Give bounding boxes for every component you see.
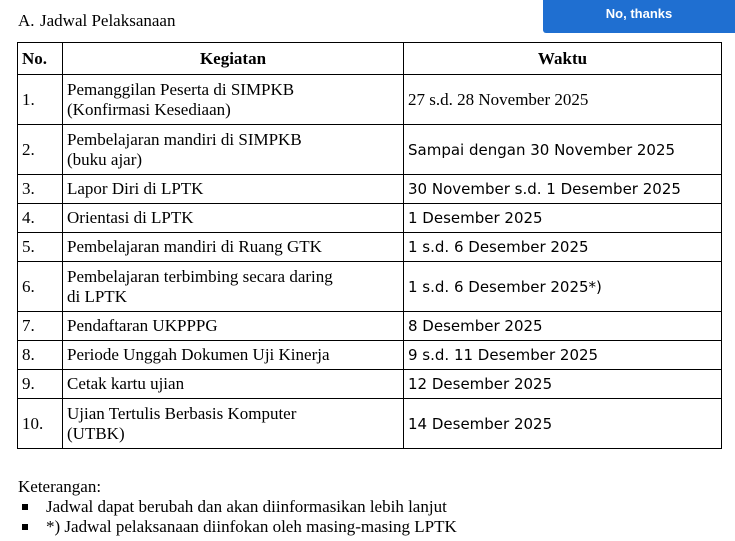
table-row — [18, 75, 722, 125]
kegiatan-line: Pendaftaran UKPPPG — [67, 316, 218, 335]
row-waktu: 1 Desember 2025 — [404, 204, 722, 233]
row-kegiatan — [63, 175, 404, 204]
table-row — [18, 233, 722, 262]
row-waktu: Sampai dengan 30 November 2025 — [404, 125, 722, 175]
row-kegiatan — [63, 341, 404, 370]
bullet-icon — [22, 504, 28, 510]
row-kegiatan — [63, 399, 404, 449]
schedule-table — [17, 42, 722, 449]
row-kegiatan — [63, 262, 404, 312]
table-row — [18, 370, 722, 399]
row-kegiatan — [63, 312, 404, 341]
row-waktu: 30 November s.d. 1 Desember 2025 — [404, 175, 722, 204]
table-row — [18, 125, 722, 175]
kegiatan-line: Lapor Diri di LPTK — [67, 179, 204, 198]
table-row — [18, 399, 722, 449]
row-number: 1. — [18, 75, 63, 125]
row-kegiatan — [63, 125, 404, 175]
section-letter: A. — [18, 11, 35, 30]
kegiatan-line: (Konfirmasi Kesediaan) — [67, 99, 231, 119]
kegiatan-line: di LPTK — [67, 286, 127, 306]
kegiatan-line: Periode Unggah Dokumen Uji Kinerja — [67, 345, 330, 364]
row-waktu: 1 s.d. 6 Desember 2025 — [404, 233, 722, 262]
header-kegiatan: Kegiatan — [63, 43, 404, 75]
row-number: 9. — [18, 370, 63, 399]
table-row — [18, 262, 722, 312]
kegiatan-line: Orientasi di LPTK — [67, 208, 194, 227]
row-number: 7. — [18, 312, 63, 341]
schedule-body — [18, 75, 722, 449]
row-waktu: 8 Desember 2025 — [404, 312, 722, 341]
kegiatan-line: Pemanggilan Peserta di SIMPKB — [67, 79, 295, 99]
table-row — [18, 312, 722, 341]
kegiatan-line: (buku ajar) — [67, 149, 143, 169]
row-number: 2. — [18, 125, 63, 175]
row-number: 3. — [18, 175, 63, 204]
bullet-icon — [22, 524, 28, 530]
notes-list — [18, 497, 457, 537]
row-kegiatan — [63, 233, 404, 262]
row-number: 5. — [18, 233, 63, 262]
row-number: 8. — [18, 341, 63, 370]
row-number: 10. — [18, 399, 63, 449]
section-title: Jadwal Pelaksanaan — [40, 11, 176, 30]
row-waktu: 1 s.d. 6 Desember 2025*) — [404, 262, 722, 312]
header-no: No. — [18, 43, 63, 75]
row-kegiatan — [63, 370, 404, 399]
notes-heading: Keterangan: — [18, 477, 102, 496]
table-row — [18, 341, 722, 370]
kegiatan-line: (UTBK) — [67, 423, 125, 443]
row-kegiatan — [63, 204, 404, 233]
note-text: *) Jadwal pelaksanaan diinfokan oleh masing-masing LPTK — [46, 517, 457, 536]
note-item — [18, 497, 457, 517]
row-waktu: 9 s.d. 11 Desember 2025 — [404, 341, 722, 370]
table-row — [18, 204, 722, 233]
table-header-row — [18, 43, 722, 75]
kegiatan-line: Cetak kartu ujian — [67, 374, 185, 393]
row-number: 6. — [18, 262, 63, 312]
kegiatan-line: Pembelajaran terbimbing secara daring — [67, 266, 333, 286]
kegiatan-line: Pembelajaran mandiri di Ruang GTK — [67, 237, 322, 256]
row-waktu: 12 Desember 2025 — [404, 370, 722, 399]
table-row — [18, 175, 722, 204]
notes — [18, 477, 457, 537]
row-waktu: 14 Desember 2025 — [404, 399, 722, 449]
no-thanks-button[interactable]: No, thanks — [543, 0, 735, 33]
row-number: 4. — [18, 204, 63, 233]
row-kegiatan — [63, 75, 404, 125]
kegiatan-line: Pembelajaran mandiri di SIMPKB — [67, 129, 302, 149]
section-heading — [18, 11, 175, 31]
note-item — [18, 517, 457, 537]
header-waktu: Waktu — [404, 43, 722, 75]
row-waktu: 27 s.d. 28 November 2025 — [404, 75, 722, 125]
note-text: Jadwal dapat berubah dan akan diinformasikan lebih lanjut — [46, 497, 447, 516]
kegiatan-line: Ujian Tertulis Berbasis Komputer — [67, 403, 297, 423]
